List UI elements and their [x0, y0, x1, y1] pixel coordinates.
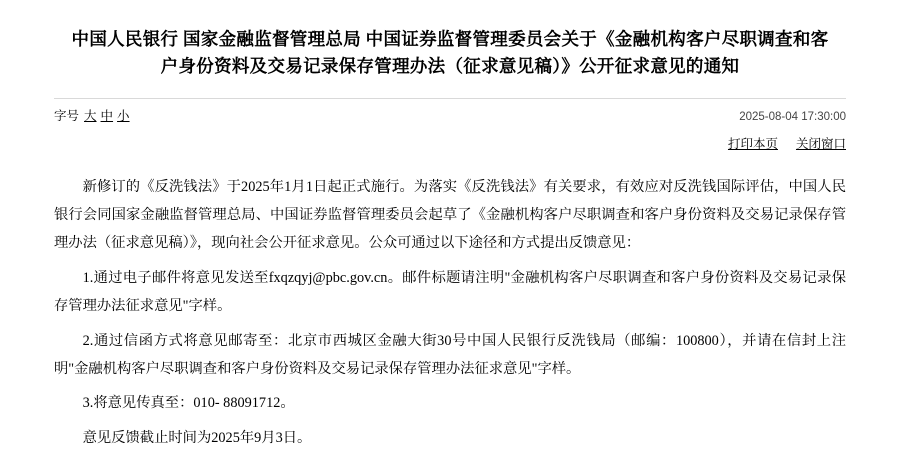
- font-size-controls: [54, 106, 131, 124]
- page-title: 中国人民银行 国家金融监督管理总局 中国证券监督管理委员会关于《金融机构客户尽职调查和客户身份资料及交易记录保存管理办法（征求意见稿）》公开征求意见的通知: [71, 29, 829, 77]
- document-body: [54, 174, 846, 453]
- meta-bar: [54, 98, 846, 124]
- font-size-medium[interactable]: 中: [100, 109, 114, 124]
- paragraph-mail: 2.通过信函方式将意见邮寄至：北京市西城区金融大街30号中国人民银行反洗钱局（邮编：100800），并请在信封上注明"金融机构客户尽职调查和客户身份资料及交易记录保存管理办法征求意见"字样。: [54, 332, 846, 377]
- actions-bar: [54, 134, 846, 152]
- print-page-link[interactable]: 打印本页: [727, 137, 778, 152]
- paragraph-fax: 3.将意见传真至：010- 88091712。: [82, 395, 295, 412]
- font-size-large[interactable]: 大: [84, 109, 97, 124]
- paragraph-intro: 新修订的《反洗钱法》于2025年1月1日起正式施行。为落实《反洗钱法》有关要求，有效应对反洗钱国际评估，中国人民银行会同国家金融监督管理总局、中国证券监督管理委员会起草了《金融机构客户尽职调查和客户身份资料及交易记录保存管理办法（征求意见稿）》，现向社会公开征求意见。公众可通过以下途径和方式提出反馈意见：: [54, 179, 846, 251]
- close-window-link[interactable]: 关闭窗口: [795, 137, 846, 152]
- paragraph-deadline: 意见反馈截止时间为2025年9月3日。: [82, 430, 312, 447]
- paragraph-email: 1.通过电子邮件将意见发送至fxqzqyj@pbc.gov.cn。邮件标题请注明"金融机构客户尽职调查和客户身份资料及交易记录保存管理办法征求意见"字样。: [54, 269, 846, 314]
- font-size-label: 字号: [54, 109, 80, 124]
- font-size-small[interactable]: 小: [117, 109, 130, 124]
- publish-timestamp: 2025-08-04 17:30:00: [739, 111, 846, 124]
